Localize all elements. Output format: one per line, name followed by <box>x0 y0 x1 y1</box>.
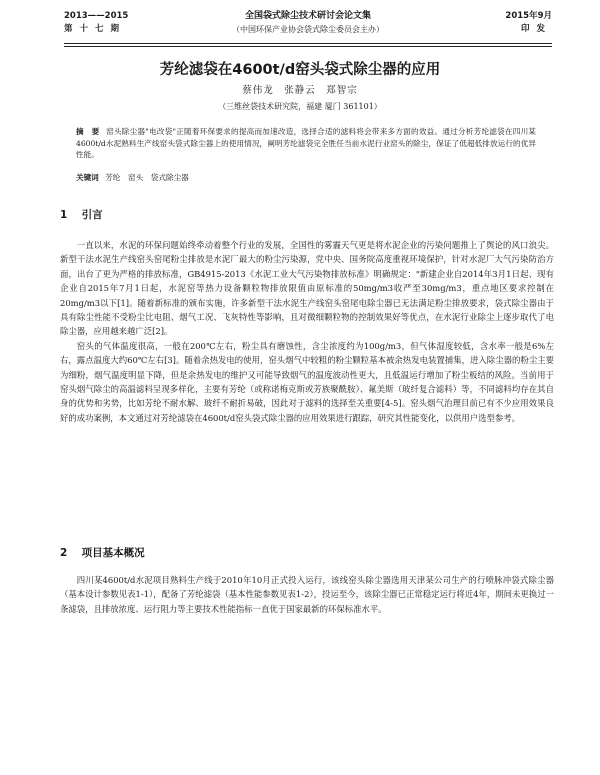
section-number: 2 <box>60 547 68 559</box>
article-affiliation: （三维丝袋技术研究院，福建 厦门 361101） <box>218 102 382 111</box>
header-date: 2015年9月 <box>505 11 552 21</box>
header-proceedings-title: 全国袋式除尘技术研讨会论文集 <box>244 11 371 21</box>
abstract <box>76 126 536 161</box>
article-title: 芳纶滤袋在4600t/d窑头袋式除尘器的应用 <box>159 62 441 78</box>
header-center <box>64 10 552 36</box>
running-header <box>64 10 552 44</box>
header-printed: 印发 <box>520 24 552 34</box>
abstract-text: 窑头除尘器"电改袋"正随着环保要求的提高而加速改造，选择合适的滤料将会带来多方面的效益。通过分析芳纶滤袋在四川某4600t/d水泥熟料生产线窑头袋式除尘器上的使用情况，阐明芳纶滤袋完全胜任当前水泥行业窑头的除尘，保证了低超低排放运行的优异性能。 <box>76 127 536 159</box>
abstract-label: 摘 要 <box>76 127 100 136</box>
section-number: 1 <box>60 209 68 221</box>
header-rule-thick <box>64 43 552 44</box>
paragraph: 四川某4600t/d水泥项目熟料生产线于2010年10月正式投入运行，该线窑头除尘器选用天津某公司生产的行喷脉冲袋式除尘器（基本设计参数见表1-1），配备了芳纶滤袋（基本性能参数见表1-2），投运至今，该除尘器已正常稳定运行将近4年，期间未更换过一条滤袋，且排放浓度、运行阻力等主要技术性能指标一直优于国家最新的环保标准水平。 <box>60 575 554 614</box>
header-year-range: 2013——2015 <box>64 11 129 21</box>
paragraph: 窑头的气体温度很高，一般在200℃左右，粉尘具有磨蚀性，含尘浓度约为100g/m3，但气体湿度较低，含水率一般是6%左右，露点温度大约60℃左右[3]。随着余热发电的使用，窑头烟气中较粗的粉尘颗粒基本被余热发电装置捕集，进入除尘器的粉尘主要为细粉，烟气温度明显下降，但是余热发电的维护又可能导致烟气的温度波动性更大，且低温运行增加了粉尘板结的风险。当前用于窑头烟气除尘的高温滤料呈现多样化，主要有芳纶（或称诺梅克斯或芳族聚酰胺）、氟美斯（玻纤复合滤料）等，不同滤料均存在其自身的优势和劣势，比如芳纶不耐水解、玻纤不耐折易破，因此对于滤料的选择至关重要[4-5]。窑头烟气治理目前已有不少应用效果良好的成功案例，本文通过对芳纶滤袋在4600t/d窑头袋式除尘器的应用效果进行跟踪，研究其性能变化，以供用户选型参考。 <box>60 340 554 423</box>
paragraph: 一直以来，水泥的环保问题始终牵动着整个行业的发展，全国性的雾霾天气更是将水泥企业的污染问题推上了舆论的风口浪尖。新型干法水泥生产线窑头窑尾粉尘排放是水泥厂最大的粉尘污染源，党中央、国务院高度重视环境保护，针对水泥厂大气污染防治方面，出台了更为严格的排放标准，GB4915-2013《水泥工业大气污染物排放标准》明确规定："新建企业自2014年3月1日起、现有企业自2015年7月1日起，水泥窑等热力设备颗粒物排放限值由原标准的50mg/m3收严至30mg/m3，重点地区要求控制在20mg/m3以下[1]。随着新标准的颁布实施，许多新型干法水泥生产线窑头窑尾电除尘器已无法满足粉尘排放要求，袋式除尘器由于具有除尘性能不受粉尘比电阻、烟气工况、飞灰特性等影响，且对微细颗粒物的控制效果好等优点，在水泥行业除尘上逐步取代了电除尘器，应用越来越广泛[2]。 <box>60 240 554 337</box>
section-body-project-overview <box>60 573 554 616</box>
section-title: 项目基本概况 <box>81 547 145 559</box>
keywords-label: 关键词 <box>76 173 99 182</box>
header-issue: 第十七期 <box>64 24 127 34</box>
header-rule-thin <box>64 46 552 47</box>
section-title: 引言 <box>81 209 103 221</box>
section-heading-project-overview <box>60 545 145 560</box>
section-heading-introduction <box>60 207 103 222</box>
section-body-introduction <box>60 238 554 425</box>
header-organizer: （中国环保产业协会袋式除尘委员会主办） <box>232 25 384 34</box>
article-authors: 蔡伟龙 张静云 郑智宗 <box>242 85 358 96</box>
keywords <box>76 172 536 183</box>
keywords-text: 芳纶 窑头 袋式除尘器 <box>105 173 189 182</box>
header-right <box>505 10 552 36</box>
